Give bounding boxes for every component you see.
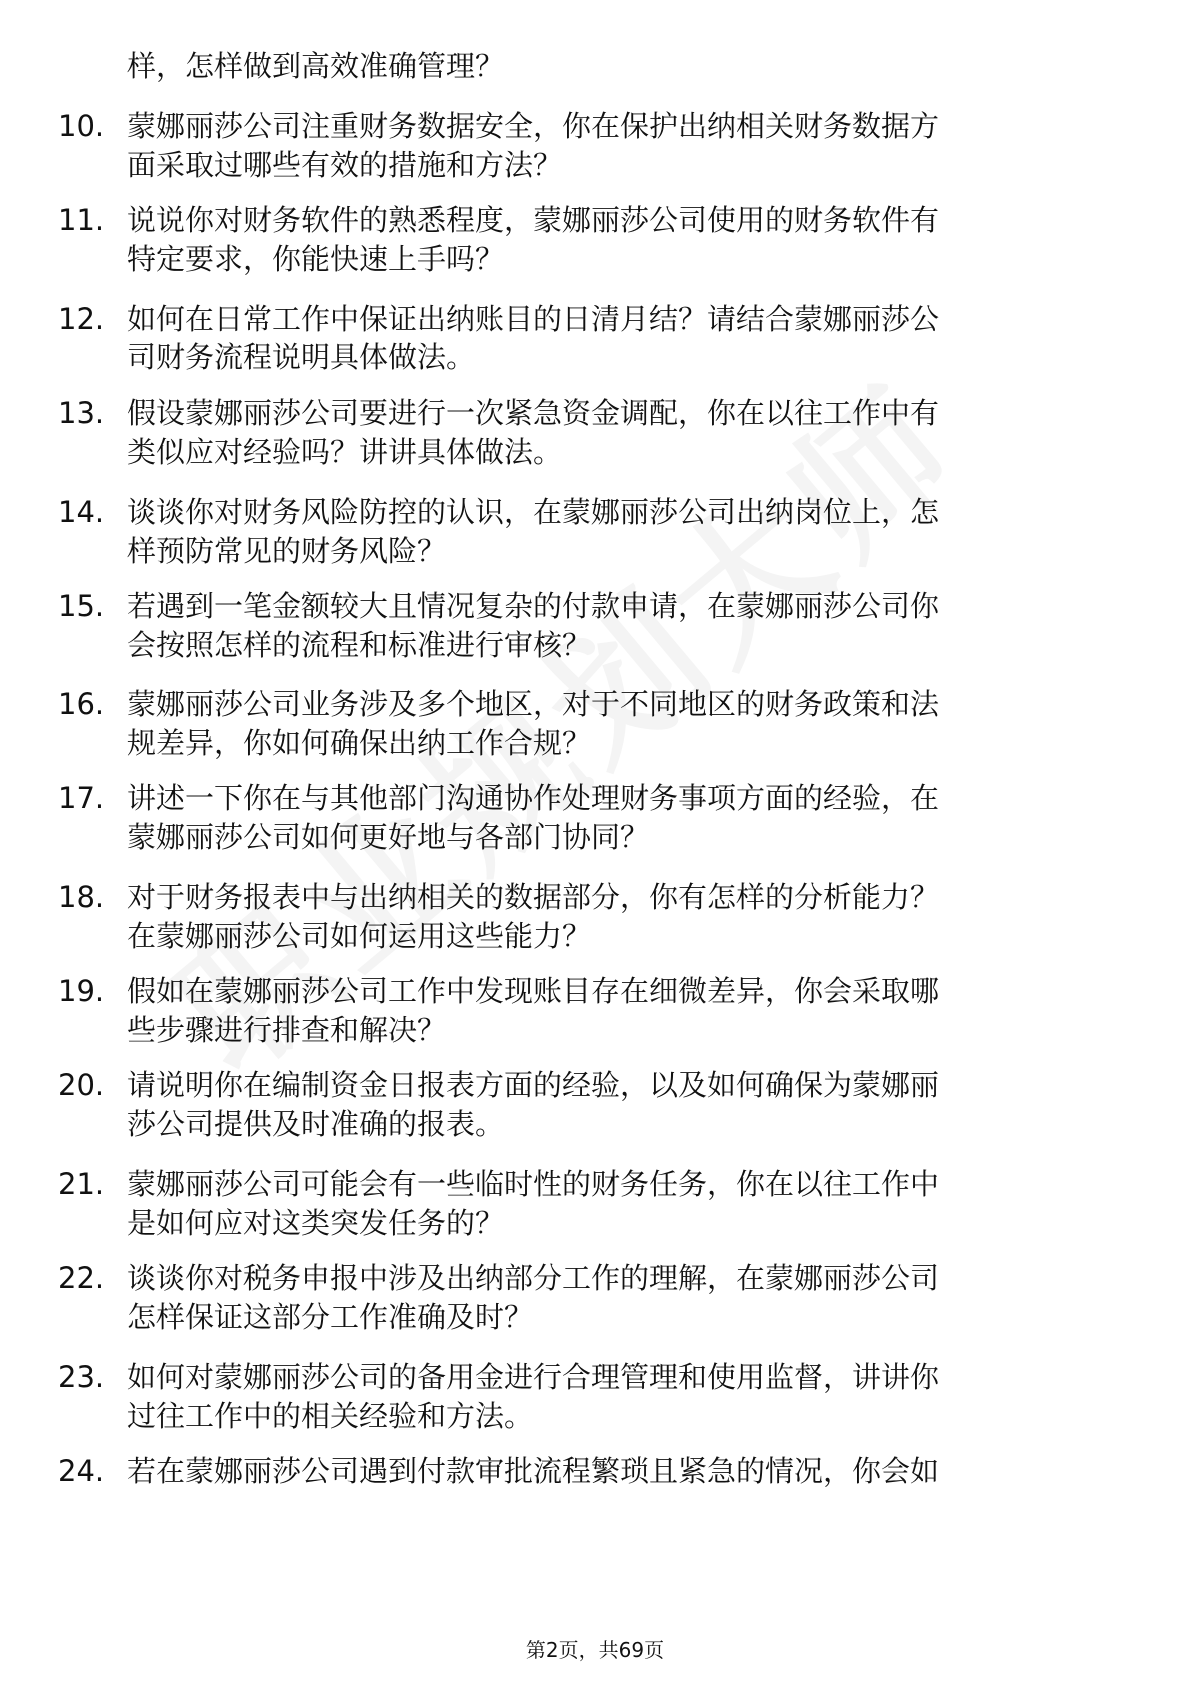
item-number: 11.	[58, 203, 105, 237]
page-footer: 第2页，共69页	[525, 1638, 665, 1662]
item-text-line2: 蒙娜丽莎公司如何更好地与各部门协同？	[127, 820, 650, 854]
item-number: 23.	[58, 1360, 105, 1394]
item-text-line2: 规差异，你如何确保出纳工作合规？	[127, 726, 592, 760]
item-text-line2: 莎公司提供及时准确的报表。	[127, 1107, 505, 1141]
item-text-line2: 过往工作中的相关经验和方法。	[127, 1399, 534, 1433]
item-text-line1: 对于财务报表中与出纳相关的数据部分，你有怎样的分析能力？	[127, 880, 940, 914]
item-number: 21.	[58, 1167, 105, 1201]
item-text-line2: 些步骤进行排查和解决？	[127, 1013, 447, 1047]
item-text-line1: 假设蒙娜丽莎公司要进行一次紧急资金调配，你在以往工作中有	[127, 396, 940, 430]
item-text-line1: 说说你对财务软件的熟悉程度，蒙娜丽莎公司使用的财务软件有	[127, 203, 940, 237]
item-number: 15.	[58, 589, 105, 623]
item-text-line1: 若在蒙娜丽莎公司遇到付款审批流程繁琐且紧急的情况，你会如	[127, 1454, 940, 1488]
item-text-line1: 谈谈你对税务申报中涉及出纳部分工作的理解，在蒙娜丽莎公司	[127, 1261, 940, 1295]
item-number: 20.	[58, 1068, 105, 1102]
item-text-line2: 司财务流程说明具体做法。	[127, 340, 476, 374]
item-number: 16.	[58, 687, 105, 721]
item-text-line1: 如何在日常工作中保证出纳账目的日清月结？请结合蒙娜丽莎公	[127, 302, 940, 336]
item-number: 14.	[58, 495, 105, 529]
item-number: 24.	[58, 1454, 105, 1488]
item-text-line2: 类似应对经验吗？讲讲具体做法。	[127, 435, 563, 469]
item-number: 22.	[58, 1261, 105, 1295]
item-text-line2: 怎样保证这部分工作准确及时？	[127, 1300, 534, 1334]
item-text-line1: 讲述一下你在与其他部门沟通协作处理财务事项方面的经验，在	[127, 781, 940, 815]
item-text-line2: 在蒙娜丽莎公司如何运用这些能力？	[127, 919, 592, 953]
item-text-line2: 样预防常见的财务风险？	[127, 534, 447, 568]
item-number: 18.	[58, 880, 105, 914]
continuation-line: 样，怎样做到高效准确管理？	[127, 49, 505, 83]
item-text-line2: 会按照怎样的流程和标准进行审核？	[127, 628, 592, 662]
item-text-line2: 是如何应对这类突发任务的？	[127, 1206, 505, 1240]
item-text-line1: 假如在蒙娜丽莎公司工作中发现账目存在细微差异，你会采取哪	[127, 974, 940, 1008]
item-text-line2: 特定要求，你能快速上手吗？	[127, 242, 505, 276]
item-number: 17.	[58, 781, 105, 815]
item-text-line1: 请说明你在编制资金日报表方面的经验，以及如何确保为蒙娜丽	[127, 1068, 940, 1102]
item-text-line1: 蒙娜丽莎公司可能会有一些临时性的财务任务，你在以往工作中	[127, 1167, 940, 1201]
item-number: 19.	[58, 974, 105, 1008]
item-number: 13.	[58, 396, 105, 430]
item-text-line1: 谈谈你对财务风险防控的认识，在蒙娜丽莎公司出纳岗位上，怎	[127, 495, 940, 529]
item-number: 10.	[58, 109, 105, 143]
item-text-line1: 若遇到一笔金额较大且情况复杂的付款申请，在蒙娜丽莎公司你	[127, 589, 940, 623]
item-text-line1: 如何对蒙娜丽莎公司的备用金进行合理管理和使用监督，讲讲你	[127, 1360, 940, 1394]
item-text-line1: 蒙娜丽莎公司业务涉及多个地区，对于不同地区的财务政策和法	[127, 687, 940, 721]
item-text-line2: 面采取过哪些有效的措施和方法？	[127, 148, 563, 182]
item-number: 12.	[58, 302, 105, 336]
item-text-line1: 蒙娜丽莎公司注重财务数据安全，你在保护出纳相关财务数据方	[127, 109, 940, 143]
